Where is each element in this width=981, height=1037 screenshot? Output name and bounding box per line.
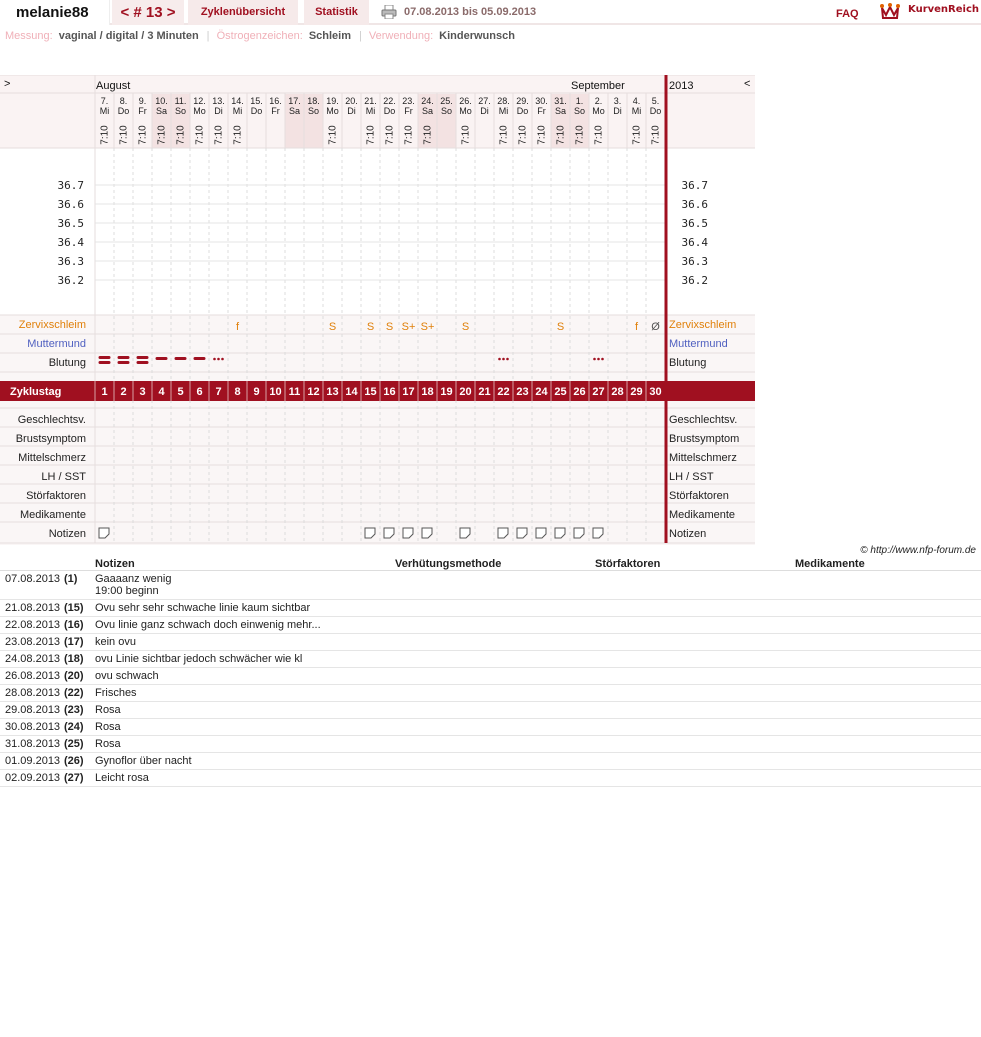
measure-time: 7:10 bbox=[650, 125, 662, 145]
weekday-label: Di bbox=[347, 106, 356, 116]
printer-icon[interactable] bbox=[381, 5, 397, 19]
cycle-day-number: 23 bbox=[516, 386, 529, 398]
divider: | bbox=[359, 30, 362, 42]
measure-value: vaginal / digital / 3 Minuten bbox=[58, 30, 199, 42]
date-label: 12. bbox=[193, 96, 206, 106]
spotting-mark bbox=[601, 358, 604, 361]
measure-time: 7:10 bbox=[213, 125, 225, 145]
date-label: 5. bbox=[651, 96, 660, 106]
note-cycle-day: (23) bbox=[64, 704, 84, 716]
note-cycle-day: (26) bbox=[64, 755, 84, 767]
measure-time: 7:10 bbox=[99, 125, 111, 145]
spotting-mark bbox=[217, 358, 220, 361]
bleeding-mark bbox=[99, 361, 111, 364]
measure-time: 7:10 bbox=[327, 125, 339, 145]
measure-label: Messung: bbox=[5, 30, 53, 42]
date-label: 3. bbox=[613, 96, 622, 106]
note-text: kein ovu bbox=[95, 636, 136, 648]
cycle-day-number: 6 bbox=[196, 386, 203, 398]
date-label: 28. bbox=[497, 96, 510, 106]
username: melanie88 bbox=[0, 0, 110, 25]
weekday-label: Fr bbox=[404, 106, 413, 116]
date-label: 10. bbox=[155, 96, 168, 106]
weekday-label: Sa bbox=[155, 106, 168, 116]
date-label: 14. bbox=[231, 96, 244, 106]
measure-time: 7:10 bbox=[517, 125, 529, 145]
brand-name[interactable]: KurvenReich bbox=[908, 4, 980, 15]
table-row bbox=[0, 651, 981, 668]
bleeding-mark bbox=[137, 356, 149, 359]
measure-time: 7:10 bbox=[460, 125, 472, 145]
temp-tick-left: 36.7 bbox=[57, 179, 84, 192]
weekday-label: So bbox=[573, 106, 586, 116]
table-row bbox=[0, 668, 981, 685]
cycle-day-number: 14 bbox=[345, 386, 358, 398]
spotting-mark bbox=[597, 358, 600, 361]
weekday-label: Fr bbox=[271, 106, 280, 116]
note-date: 22.08.2013 bbox=[5, 619, 61, 631]
weekday-label: Mo bbox=[193, 106, 206, 116]
cycle-day-number: 1 bbox=[101, 386, 108, 398]
date-label: 7. bbox=[100, 96, 109, 106]
weekday-label: Fr bbox=[138, 106, 147, 116]
temp-tick-left: 36.5 bbox=[57, 217, 84, 230]
weekday-label: Do bbox=[383, 106, 396, 116]
date-label: 24. bbox=[421, 96, 434, 106]
table-row bbox=[0, 617, 981, 634]
table-row bbox=[0, 719, 981, 736]
note-date: 30.08.2013 bbox=[5, 721, 61, 733]
weekday-label: Fr bbox=[537, 106, 546, 116]
cervix-symbol: Ø bbox=[651, 321, 660, 333]
note-date: 01.09.2013 bbox=[5, 755, 61, 767]
table-row bbox=[0, 634, 981, 651]
measure-time: 7:10 bbox=[384, 125, 396, 145]
cervix-symbol: f bbox=[235, 321, 240, 333]
table-row bbox=[0, 600, 981, 617]
cervix-symbol: f bbox=[634, 321, 639, 333]
date-label: 9. bbox=[138, 96, 147, 106]
measure-time: 7:10 bbox=[403, 125, 415, 145]
row-label-notes: Notizen bbox=[669, 528, 707, 540]
col-disturbances: Störfaktoren bbox=[595, 558, 661, 570]
temp-tick-left: 36.6 bbox=[57, 198, 84, 211]
cervix-symbol: S+ bbox=[401, 321, 416, 333]
row-label-cervix: Zervixschleim bbox=[18, 319, 86, 331]
cycle-day-number: 30 bbox=[649, 386, 662, 398]
cycle-day-number: 27 bbox=[592, 386, 605, 398]
note-date: 21.08.2013 bbox=[5, 602, 61, 614]
date-range: 07.08.2013 bis 05.09.2013 bbox=[404, 6, 537, 18]
date-label: 22. bbox=[383, 96, 396, 106]
spotting-mark bbox=[498, 358, 501, 361]
date-label: 20. bbox=[345, 96, 358, 106]
note-cycle-day: (27) bbox=[64, 772, 84, 784]
date-label: 19. bbox=[326, 96, 339, 106]
temperature-area-bg bbox=[0, 148, 755, 315]
tab-statistics[interactable]: Statistik bbox=[304, 0, 369, 25]
row-label-disturb: Störfaktoren bbox=[669, 490, 729, 502]
measure-time: 7:10 bbox=[555, 125, 567, 145]
row-label-lh: LH / SST bbox=[41, 471, 86, 483]
note-date: 31.08.2013 bbox=[5, 738, 61, 750]
note-date: 23.08.2013 bbox=[5, 636, 61, 648]
measurement-info bbox=[5, 30, 523, 42]
faq-link[interactable]: FAQ bbox=[836, 8, 859, 20]
row-label-notes: Notizen bbox=[48, 528, 86, 540]
cycle-day-number: 7 bbox=[215, 386, 222, 398]
note-date: 29.08.2013 bbox=[5, 704, 61, 716]
table-row bbox=[0, 702, 981, 719]
month-label: September bbox=[571, 80, 625, 92]
cervix-symbol: S+ bbox=[420, 321, 435, 333]
date-label: 2. bbox=[594, 96, 603, 106]
cycle-day-number: 25 bbox=[554, 386, 567, 398]
date-label: 26. bbox=[459, 96, 472, 106]
date-label: 15. bbox=[250, 96, 263, 106]
date-label: 30. bbox=[535, 96, 548, 106]
bleeding-mark bbox=[99, 356, 111, 359]
row-label-midpain: Mittelschmerz bbox=[669, 452, 737, 464]
table-row bbox=[0, 753, 981, 770]
cycle-day-number: 15 bbox=[364, 386, 377, 398]
cervix-symbol: S bbox=[461, 321, 470, 333]
row-label-os: Muttermund bbox=[27, 338, 86, 350]
note-cycle-day: (20) bbox=[64, 670, 84, 682]
weekday-label: Mi bbox=[232, 106, 243, 116]
use-value: Kinderwunsch bbox=[439, 30, 515, 42]
date-label: 21. bbox=[364, 96, 377, 106]
month-label: August bbox=[96, 80, 131, 92]
date-label: 29. bbox=[516, 96, 529, 106]
spotting-mark bbox=[502, 358, 505, 361]
table-row bbox=[0, 770, 981, 787]
spotting-mark bbox=[506, 358, 509, 361]
row-label-disturb: Störfaktoren bbox=[26, 490, 86, 502]
bleeding-mark bbox=[175, 357, 187, 360]
use-label: Verwendung: bbox=[368, 30, 434, 42]
note-cycle-day: (17) bbox=[64, 636, 84, 648]
note-cycle-day: (16) bbox=[64, 619, 84, 631]
measure-time: 7:10 bbox=[175, 125, 187, 145]
top-bar bbox=[0, 0, 981, 25]
cycle-day-number: 2 bbox=[120, 386, 127, 398]
note-text: Rosa bbox=[95, 721, 121, 733]
weekday-label: Di bbox=[480, 106, 489, 116]
weekday-label: Mi bbox=[365, 106, 376, 116]
row-label-cycle-day: Zyklustag bbox=[10, 386, 62, 398]
year-label: 2013 bbox=[669, 80, 694, 92]
note-text: Gynoflor über nacht bbox=[95, 755, 192, 767]
spotting-mark bbox=[593, 358, 596, 361]
weekday-label: Mi bbox=[99, 106, 110, 116]
cervix-symbol: S bbox=[366, 321, 375, 333]
date-label: 13. bbox=[212, 96, 225, 106]
cycle-day-number: 8 bbox=[234, 386, 241, 398]
weekday-label: Mo bbox=[592, 106, 605, 116]
note-text: Rosa bbox=[95, 704, 121, 716]
weekday-label: Do bbox=[649, 106, 662, 116]
cervix-symbol: S bbox=[385, 321, 394, 333]
weekday-label: Mo bbox=[326, 106, 339, 116]
measure-time: 7:10 bbox=[574, 125, 586, 145]
cycle-day-number: 24 bbox=[535, 386, 548, 398]
temp-tick-left: 36.4 bbox=[57, 236, 84, 249]
temp-tick-right: 36.3 bbox=[681, 255, 708, 268]
measure-time: 7:10 bbox=[232, 125, 244, 145]
temp-tick-right: 36.5 bbox=[681, 217, 708, 230]
note-cycle-day: (22) bbox=[64, 687, 84, 699]
divider: | bbox=[206, 30, 210, 42]
table-row bbox=[0, 736, 981, 753]
note-date: 02.09.2013 bbox=[5, 772, 61, 784]
bleeding-mark bbox=[194, 357, 206, 360]
cycle-day-number: 5 bbox=[177, 386, 184, 398]
temp-tick-right: 36.6 bbox=[681, 198, 708, 211]
date-label: 23. bbox=[402, 96, 415, 106]
notes-rows bbox=[0, 571, 981, 787]
cycle-day-number: 17 bbox=[402, 386, 415, 398]
spotting-mark bbox=[221, 358, 224, 361]
note-date: 28.08.2013 bbox=[5, 687, 61, 699]
cervix-symbol: S bbox=[556, 321, 565, 333]
date-label: 27. bbox=[478, 96, 491, 106]
date-label: 4. bbox=[632, 96, 641, 106]
col-medication: Medikamente bbox=[795, 558, 865, 570]
note-text: Leicht rosa bbox=[95, 772, 149, 784]
weekday-label: So bbox=[174, 106, 187, 116]
cycle-day-number: 20 bbox=[459, 386, 472, 398]
measure-time: 7:10 bbox=[118, 125, 130, 145]
row-label-breast: Brustsymptom bbox=[669, 433, 740, 445]
notes-table bbox=[0, 557, 981, 787]
note-cycle-day: (25) bbox=[64, 738, 84, 750]
date-label: 18. bbox=[307, 96, 320, 106]
crown-logo-icon bbox=[880, 2, 900, 20]
bleeding-mark bbox=[156, 357, 168, 360]
weekday-label: Do bbox=[516, 106, 529, 116]
date-label: 17. bbox=[288, 96, 301, 106]
note-text: Ovu linie ganz schwach doch einwenig mehr... bbox=[95, 619, 321, 631]
note-text: Rosa bbox=[95, 738, 121, 750]
cycle-day-number: 11 bbox=[288, 386, 301, 398]
cycle-day-number: 4 bbox=[158, 386, 165, 398]
row-label-intercourse: Geschlechtsv. bbox=[17, 414, 86, 426]
cycle-day-number: 28 bbox=[611, 386, 624, 398]
measure-time: 7:10 bbox=[194, 125, 206, 145]
weekday-label: Sa bbox=[421, 106, 434, 116]
row-label-meds: Medikamente bbox=[19, 509, 86, 521]
cycle-chart bbox=[0, 75, 755, 545]
symptom-area-bg bbox=[0, 315, 755, 545]
date-label: 8. bbox=[119, 96, 128, 106]
note-text: Ovu sehr sehr schwache linie kaum sichtbar bbox=[95, 602, 311, 614]
cycle-day-number: 16 bbox=[383, 386, 396, 398]
cervix-symbol: S bbox=[328, 321, 337, 333]
cycle-day-number: 26 bbox=[573, 386, 586, 398]
weekday-label: Di bbox=[613, 106, 622, 116]
row-label-cervix: Zervixschleim bbox=[669, 319, 737, 331]
measure-time: 7:10 bbox=[422, 125, 434, 145]
cycle-day-number: 18 bbox=[421, 386, 434, 398]
cycle-day-number: 21 bbox=[478, 386, 491, 398]
row-label-breast: Brustsymptom bbox=[15, 433, 86, 445]
bleeding-mark bbox=[118, 361, 130, 364]
measure-time: 7:10 bbox=[365, 125, 377, 145]
nav-next-button[interactable]: < bbox=[744, 78, 751, 90]
weekday-label: Mi bbox=[631, 106, 642, 116]
note-cycle-day: (18) bbox=[64, 653, 84, 665]
cycle-day-number: 10 bbox=[269, 386, 282, 398]
cycle-day-number: 13 bbox=[326, 386, 339, 398]
measure-time: 7:10 bbox=[498, 125, 510, 145]
estrogen-label: Östrogenzeichen: bbox=[216, 30, 303, 42]
cycle-nav[interactable]: < # 13 > bbox=[112, 0, 184, 25]
spotting-mark bbox=[213, 358, 216, 361]
table-row bbox=[0, 571, 981, 600]
cycle-day-number: 29 bbox=[630, 386, 643, 398]
col-contraception: Verhütungsmethode bbox=[395, 558, 502, 570]
note-cycle-day: (15) bbox=[64, 602, 84, 614]
measure-time: 7:10 bbox=[156, 125, 168, 145]
col-notes: Notizen bbox=[95, 558, 135, 570]
weekday-label: So bbox=[440, 106, 453, 116]
bleeding-mark bbox=[118, 356, 130, 359]
weekday-label: Mi bbox=[498, 106, 509, 116]
note-text: ovu schwach bbox=[95, 670, 159, 682]
note-date: 07.08.2013 bbox=[5, 573, 61, 585]
date-label: 25. bbox=[440, 96, 453, 106]
temp-tick-left: 36.3 bbox=[57, 255, 84, 268]
measure-time: 7:10 bbox=[536, 125, 548, 145]
weekday-label: Di bbox=[214, 106, 223, 116]
date-label: 1. bbox=[575, 96, 584, 106]
weekday-label: Sa bbox=[288, 106, 301, 116]
weekday-label: Mo bbox=[459, 106, 472, 116]
note-cycle-day: (24) bbox=[64, 721, 84, 733]
cycle-day-number: 12 bbox=[307, 386, 320, 398]
nav-prev-button[interactable]: > bbox=[4, 78, 11, 90]
date-label: 11. bbox=[174, 96, 187, 106]
note-cycle-day: (1) bbox=[64, 573, 78, 585]
row-label-midpain: Mittelschmerz bbox=[18, 452, 86, 464]
bleeding-mark bbox=[137, 361, 149, 364]
row-label-os: Muttermund bbox=[669, 338, 728, 350]
note-date: 24.08.2013 bbox=[5, 653, 61, 665]
row-label-bleeding: Blutung bbox=[669, 357, 707, 369]
note-text: Gaaaanz wenig 19:00 beginn bbox=[95, 573, 172, 597]
row-label-meds: Medikamente bbox=[669, 509, 736, 521]
temp-tick-right: 36.7 bbox=[681, 179, 708, 192]
date-label: 31. bbox=[554, 96, 567, 106]
note-text: Frisches bbox=[95, 687, 137, 699]
row-label-bleeding: Blutung bbox=[48, 357, 86, 369]
notes-header bbox=[0, 557, 981, 571]
row-label-intercourse: Geschlechtsv. bbox=[669, 414, 738, 426]
measure-time: 7:10 bbox=[137, 125, 149, 145]
weekday-label: Sa bbox=[554, 106, 567, 116]
temp-tick-right: 36.2 bbox=[681, 274, 708, 287]
date-label: 16. bbox=[269, 96, 282, 106]
measure-time: 7:10 bbox=[631, 125, 643, 145]
credit-text: © http://www.nfp-forum.de bbox=[860, 545, 976, 556]
cycle-day-number: 9 bbox=[253, 386, 260, 398]
cycle-day-number: 22 bbox=[497, 386, 510, 398]
weekday-label: Do bbox=[250, 106, 263, 116]
note-text: ovu Linie sichtbar jedoch schwächer wie kl bbox=[95, 653, 303, 665]
temp-tick-right: 36.4 bbox=[681, 236, 708, 249]
cycle-day-number: 3 bbox=[139, 386, 146, 398]
cycle-day-number: 19 bbox=[440, 386, 453, 398]
tab-cycle-overview[interactable]: Zyklenübersicht bbox=[188, 0, 298, 25]
note-date: 26.08.2013 bbox=[5, 670, 61, 682]
temp-tick-left: 36.2 bbox=[57, 274, 84, 287]
row-label-lh: LH / SST bbox=[669, 471, 714, 483]
table-row bbox=[0, 685, 981, 702]
measure-time: 7:10 bbox=[593, 125, 605, 145]
weekday-label: So bbox=[307, 106, 320, 116]
estrogen-value: Schleim bbox=[308, 30, 351, 42]
weekday-label: Do bbox=[117, 106, 130, 116]
